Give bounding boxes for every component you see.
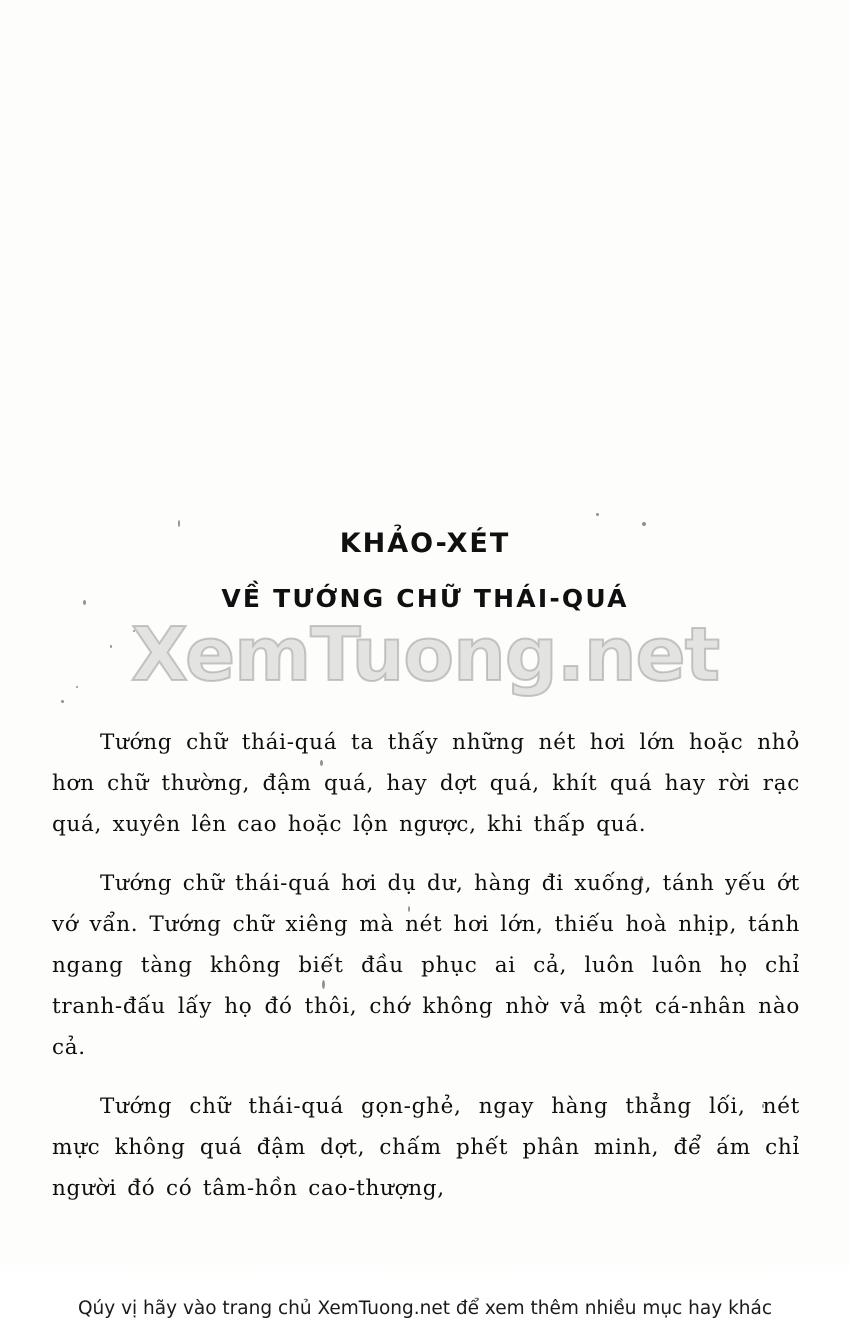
scan-speck xyxy=(178,520,180,527)
document-title-block xyxy=(0,530,850,613)
document-body xyxy=(52,722,800,1227)
scan-speck xyxy=(642,522,646,526)
footer-text-after: để xem thêm nhiều mục hay khác xyxy=(449,1297,773,1319)
scan-speck xyxy=(61,700,64,703)
watermark-text: XemTuong.net xyxy=(130,612,720,698)
scan-speck xyxy=(596,513,599,516)
footer-text-before: Qúy vị hãy vào trang chủ xyxy=(77,1297,318,1319)
scan-speck xyxy=(133,630,135,632)
scan-speck xyxy=(76,686,78,688)
footer-bar xyxy=(0,1280,850,1336)
page-subtitle: VỀ TƯỚNG CHỮ THÁI-QUÁ xyxy=(221,584,629,613)
page-bottom-fade xyxy=(0,1258,850,1280)
paragraph: Tướng chữ thái-quá hơi dụ dư, hàng đi xuống, tánh yếu ớt vớ vẩn. Tướng chữ xiêng mà nét hơi lớn, thiếu hoà nhịp, tánh ngang tàng không biết đầu phục ai cả, luôn luôn họ chỉ tranh-đấu lấy họ đó thôi, chớ không nhờ vả một cá-nhân nào cả. xyxy=(52,871,800,1060)
page-title: KHẢO-XÉT xyxy=(339,528,511,559)
footer-brand: XemTuong.net xyxy=(317,1297,450,1319)
footer-text xyxy=(78,1298,772,1319)
scan-speck xyxy=(110,645,112,648)
paragraph: Tướng chữ thái-quá gọn-ghẻ, ngay hàng thẳng lối, nét mực không quá đậm dợt, chấm phết phân minh, để ám chỉ người đó có tâm-hồn cao-thượng, xyxy=(52,1094,800,1201)
paragraph: Tướng chữ thái-quá ta thấy những nét hơi lớn hoặc nhỏ hơn chữ thường, đậm quá, hay dợt quá, khít quá hay rời rạc quá, xuyên lên cao hoặc lộn ngược, khi thấp quá. xyxy=(52,730,800,837)
